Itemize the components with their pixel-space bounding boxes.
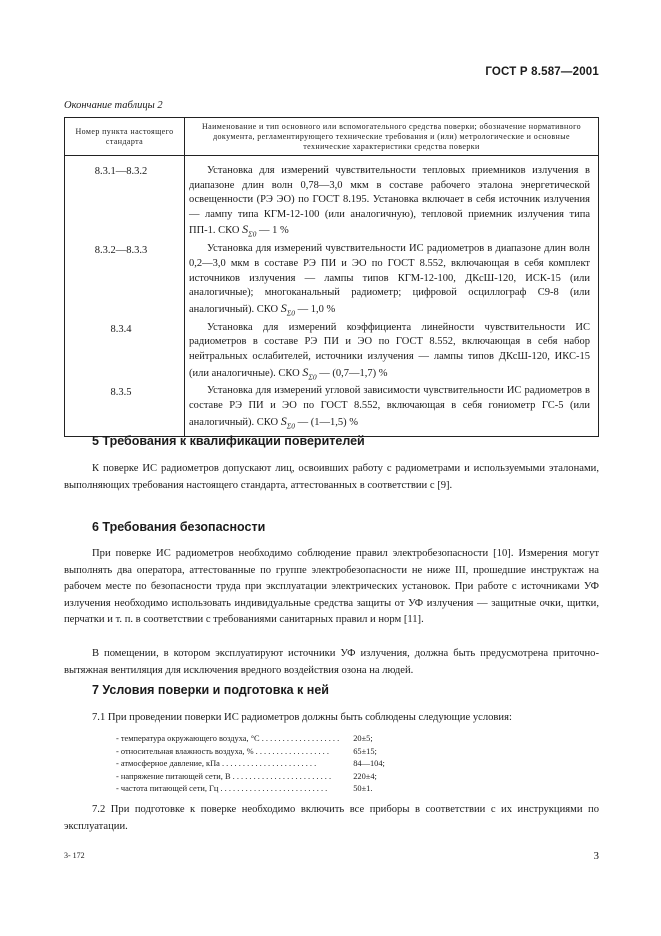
col-header-item-number: Номер пункта настоящего стандарта xyxy=(65,118,185,156)
condition-label: - напряжение питающей сети, В . . . . . . . . . . . . . . . . . . . . . . . . xyxy=(116,771,332,781)
table-row xyxy=(65,384,599,436)
equipment-table xyxy=(64,117,599,437)
condition-item xyxy=(116,733,385,746)
sko-value: — (1—1,5) % xyxy=(297,416,358,428)
table-row xyxy=(65,156,599,243)
condition-item xyxy=(116,771,385,784)
condition-value: 220±4; xyxy=(353,771,377,781)
col-header-equipment: Наименование и тип основного или вспомогательного средства поверки; обозначение нормативного документа, регламентирующего технические требования и (или) метрологические и основные технические характеристики средства поверки xyxy=(185,118,599,156)
equipment-description xyxy=(185,242,599,320)
condition-item xyxy=(116,758,385,771)
print-mark: 3- 172 xyxy=(64,851,85,860)
equipment-description xyxy=(185,321,599,385)
sko-symbol: $S_{\Sigma 0}$ xyxy=(280,413,295,431)
description-text: Установка для измерений угловой зависимости чувствительности ИС радиометров в составе РЭ ПИ и ЭО по ГОСТ 8.552, включающая в себя гониометр ГС-5 (или аналогичный). СКО xyxy=(189,385,590,428)
page-number: 3 xyxy=(593,850,599,862)
table-header-row xyxy=(65,118,599,156)
equipment-description xyxy=(185,384,599,436)
description-text: Установка для измерений чувствительности тепловых приемников излучения в диапазоне длин волн 0,78—3,0 мкм в составе рабочего эталона энергетической освещенности (РЭ ЭО) по ГОСТ 8.195. Установка включает в себя источник излучения — лампу типа КГМ-12-100 (или аналогичную), тепловой приемник излучения типа ПП-1. СКО xyxy=(189,165,590,237)
table-row xyxy=(65,321,599,385)
condition-value: 65±15; xyxy=(353,746,377,756)
description-text: Установка для измерений коэффициента линейности чувствительности ИС радиометров в составе РЭ ПИ и ЭО по ГОСТ 8.552, включающая в себя набор нейтральных ослабителей, источники излучения — лампы типов ДКсШ-120, ИКС-15 (или аналогичные). СКО xyxy=(189,321,590,379)
section-6-paragraph-1: При поверке ИС радиометров необходимо соблюдение правил электробезопасности [10]. Измерения могут выполнять два оператора, аттестованные по группе электробезопасности не ниже III, прошедшие инструктаж на рабочем месте по безопасности труда при эксплуатации электрических установок. При работе с источниками УФ излучения необходимо использовать индивидуальные средства защиты от УФ излучения — защитные очки, щитки, перчатки и т. п. в соответствии с требованиями санитарных правил и норм [11]. xyxy=(64,548,599,625)
section-6-paragraph-2: В помещении, в котором эксплуатируют источники УФ излучения, должна быть предусмотрена приточно-вытяжная вентиляция для исключения вредного воздействия озона на людей. xyxy=(64,648,599,676)
equipment-description xyxy=(185,156,599,243)
section-7-paragraph-1: 7.1 При проведении поверки ИС радиометров должны быть соблюдены следующие условия: xyxy=(92,712,512,723)
section-5-title: 5 Требования к квалификации поверителей xyxy=(92,434,365,448)
item-number: 8.3.1—8.3.2 xyxy=(65,156,185,243)
document-code: ГОСТ Р 8.587—2001 xyxy=(485,66,599,78)
condition-item xyxy=(116,746,385,759)
sko-symbol: $S_{\Sigma 0}$ xyxy=(242,222,257,239)
table-row xyxy=(65,242,599,320)
item-number: 8.3.2—8.3.3 xyxy=(65,242,185,320)
sko-value: — 1 % xyxy=(258,225,289,237)
section-7-paragraph-2: 7.2 При подготовке к поверке необходимо включить все приборы в соответствии с их инструкциями по эксплуатации. xyxy=(64,804,599,832)
description-text: Установка для измерений чувствительности ИС радиометров в диапазоне длин волн 0,2—3,0 мкм в составе РЭ ПИ и ЭО по ГОСТ 8.552, включающая в себя комплект источников излучения — лампы типов КГМ-12-100, ДКсШ-120, ИСК-15 (или аналогичные); многоканальный радиометр; цифровой осциллограф С9-8 (или аналогичный). СКО xyxy=(189,243,590,315)
sko-value: — 1,0 % xyxy=(297,303,336,315)
condition-value: 84—104; xyxy=(353,759,385,769)
conditions-list xyxy=(116,733,385,796)
section-7-title: 7 Условия поверки и подготовка к ней xyxy=(92,683,329,697)
condition-value: 20±5; xyxy=(353,734,373,743)
sko-symbol: $S_{\Sigma 0}$ xyxy=(280,300,295,318)
item-number: 8.3.4 xyxy=(65,321,185,385)
sko-symbol: $S_{\Sigma 0}$ xyxy=(302,364,317,381)
section-5-text: К поверке ИС радиометров допускают лиц, освоивших работу с радиометрами и используемыми эталонами, выполняющих требования настоящего стандарта, аттестованных в соответствии с [9]. xyxy=(64,463,599,491)
sko-value: — (0,7—1,7) % xyxy=(319,367,388,379)
condition-label: - относительная влажность воздуха, % . . . . . . . . . . . . . . . . . . xyxy=(116,746,329,756)
item-number: 8.3.5 xyxy=(65,384,185,436)
section-6-title: 6 Требования безопасности xyxy=(92,520,266,534)
table-caption: Окончание таблицы 2 xyxy=(64,100,163,111)
condition-label: - температура окружающего воздуха, °С . . . . . . . . . . . . . . . . . . . xyxy=(116,734,340,743)
condition-item xyxy=(116,783,385,796)
condition-value: 50±1. xyxy=(353,784,373,794)
condition-label: - атмосферное давление, кПа . . . . . . . . . . . . . . . . . . . . . . . xyxy=(116,759,317,769)
condition-label: - частота питающей сети, Гц . . . . . . . . . . . . . . . . . . . . . . . . . . xyxy=(116,784,328,794)
